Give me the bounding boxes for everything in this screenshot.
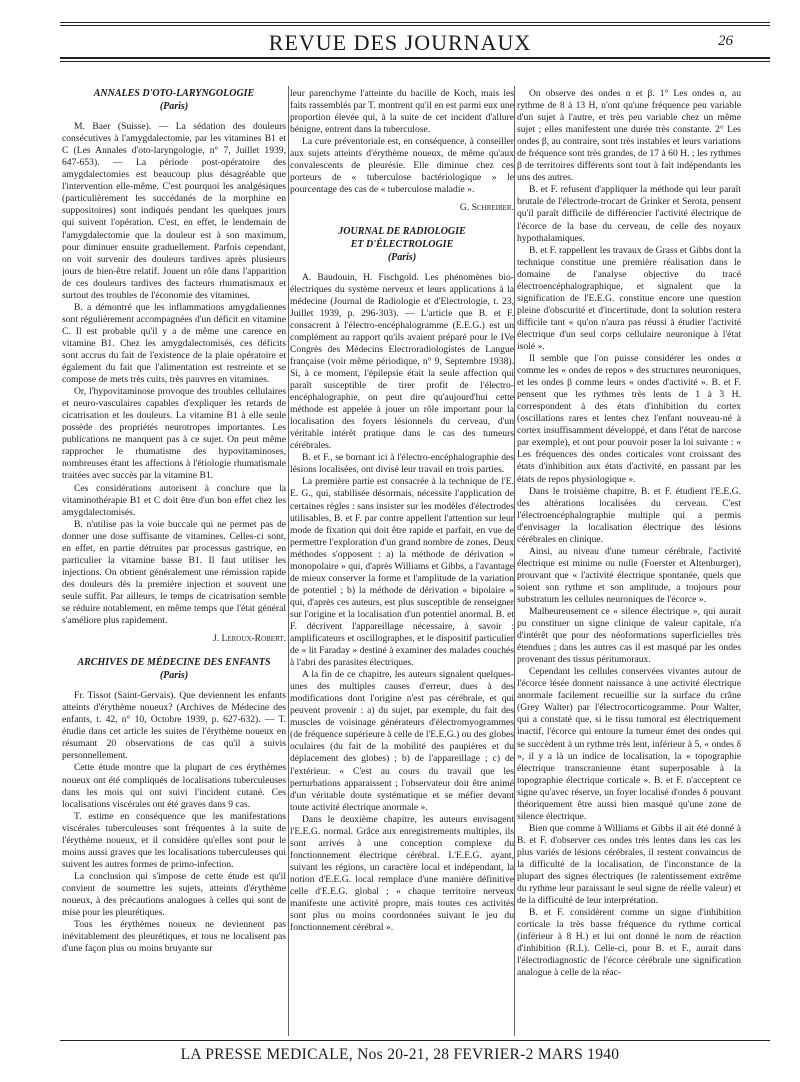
article-paragraph: B. et F. refusent d'appliquer la méthode qui leur paraît brutale de l'électrode-trocart de Grinker et Serota, pensent qu'il paraît difficile de différencier l'activité électrique de l'écorce de la base du cerveau, de celle des noyaux hypothalamiques. — [517, 184, 741, 244]
column-divider-1 — [288, 86, 289, 1036]
section-subtitle: (Paris) — [387, 251, 417, 263]
article-paragraph: Bien que comme à Williams et Gibbs il ait été donné à B. et F. d'observer ces ondes très lentes dans les cas les plus variés de lésions cérébrales, il restent convaincus de la difficulté de la localisation, de l'inconstance de la plupart des signes électriques (le ralentissement extrême du rythme leur paraissant le seul signe de réelle valeur) et de la difficulté de leur interprétation. — [517, 822, 741, 907]
page-number: 26 — [718, 33, 733, 49]
article-paragraph: T. estime en conséquence que les manifestations viscérales tuberculeuses sont fréquentes à la suite de l'érythème noueux, et il considère qu'elles sont pour le moins aussi graves que les localisations tuberculeuses qui suivent les autres formes de primo-infection. — [62, 810, 286, 870]
section-title-otolaryngologie: ANNALES D'OTO-LARYNGOLOGIE — [93, 88, 255, 99]
column-middle — [290, 88, 514, 1036]
author-signature: J. Leroux-Robert. — [212, 633, 286, 645]
article-paragraph: La cure préventoriale est, en conséquence, à conseiller aux sujets atteints d'érythème noueux, de même qu'aux convalescents de pleurésie. Elle diminue chez ces porteurs de « tuberculose bactériologique » le pourcentage des cas de « tuberculose maladie ». — [290, 136, 514, 196]
article-paragraph: Dans le deuxième chapitre, les auteurs envisagent l'E.E.G. normal. Grâce aux enregistrements multiples, ils sont arrivés à une conception complexe du fonctionnement électrique cérébral. L'E.E.G. ayant, suivant les régions, un caractère local et indépendant, la notion d'E.E.G. local remplace d'une manière définitive celle d'E.E.G. global ; « chaque territoire nerveux manifeste une activité propre, mais toutes ces activités sont plus ou moins coordonnées suivant le jeu du fonctionnement cérébral ». — [290, 813, 514, 934]
article-paragraph: B. a démontré que les inflammations amygdaliennes sont régulièrement accompagnées d'un déficit en vitamine C. Il est probable qu'il y a de même une carence en vitamine B1. Chez les amygdalectomisés, ces déficits sont accrus du fait de l'existence de la plaie opératoire et également du fait que l'alimentation est restreinte et se compose de mets très cuits, très pauvres en vitamines. — [62, 301, 286, 386]
article-paragraph: Or, l'hypovitaminose provoque des troubles cellulaires et neuro-vasculaires capables d'expliquer les retards de cicatrisation et les douleurs. La vitamine B1 à elle seule possède des propriétés neurotropes importantes. Les publications ne manquent pas à ce sujet. On peut même rapprocher le rhumatisme des hypovitaminoses, nombreuses étant les affections à l'étiologie rhumatismale traitées avec succès par la vitamine B1. — [62, 386, 286, 482]
article-paragraph: leur parenchyme l'atteinte du bacille de Koch, mais les faits rassemblés par T. montrent qu'il en est parmi eux une proportion élevée qui, à la suite de cet incident d'allure bénigne, entrent dans la tuberculose. — [290, 88, 514, 136]
section-title-medecine-enfants: ARCHIVES DE MÉDECINE DES ENFANTS — [77, 657, 271, 669]
article-paragraph: A. Baudouin, H. Fischgold. Les phénomènes bio-électriques du système nerveux et leurs applications à la médecine (Journal de Radiologie et d'Electrologie, t. 23, Juillet 1939, p. 296-303). — L'article que B. et F. consacrent à l'électro-encéphalogramme (E.E.G.) est un complément au rapport qu'ils avaient préparé pour le IVe Congrès des Médecins Electroradiologistes de Langue française (voir même périodique, n° 9, Septembre 1938). Si, à ce moment, l'épilepsie était la seule affection qui paraît susceptible de tirer profit de l'électro-encéphalographie, on peut dire qu'aujourd'hui cette méthode est appelée à jouer un rôle important pour la localisation des foyers lésionnels du cerveau, d'un véritable intérêt pratique dans le cas des tumeurs cérébrales. — [290, 271, 514, 452]
article-paragraph: Cette étude montre que la plupart de ces érythèmes noueux ont été compliqués de localisations tuberculeuses dans les mois qui ont suivi l'incident cutané. Ces localisations viscérales ont été graves dans 9 cas. — [62, 762, 286, 810]
section-title-radiologie: JOURNAL DE RADIOLOGIE — [338, 226, 466, 238]
section-subtitle: (Paris) — [159, 670, 189, 682]
article-paragraph: Ainsi, au niveau d'une tumeur cérébrale, l'activité électrique est minime ou nulle (Foerster et Altenburger), prouvant que « l'activité électrique spontanée, quels que soient son rythme et son amplitude, a toujours pour substratum les cellules neuroniques de l'écorce ». — [517, 545, 741, 605]
section-subtitle: (Paris) — [159, 101, 189, 113]
article-paragraph: Dans le troisième chapitre, B. et F. étudient l'E.E.G. des altérations localisées du cerveau. C'est l'électroencéphalographie multiple qui a permis d'envisager la localisation électrique des lésions cérébrales en clinique. — [517, 485, 741, 545]
article-paragraph: Fr. Tissot (Saint-Gervais). Que deviennent les enfants atteints d'érythème noueux? (Archives de Médecine des enfants, t. 42, n° 10, Octobre 1939, p. 627-632). — T. étudie dans cet article les suites de l'érythème noueux en résumant 20 observations de cas qu'il a suivis personnellement. — [62, 690, 286, 762]
article-paragraph: Cependant les cellules conservées vivantes autour de l'écorce lésée donnent naissance à une activité électrique anormale facilement recueillie sur la surface du crâne (Grey Walter) par l'électrocorticogramme. Pour Walter, qui a constaté que, si le tissu tumoral est électriquement inactif, l'écorce qui entoure la tumeur émet des ondes qui se succèdent à un rythme très lent, inférieur à 5, « ondes δ », il y a là un indice de localisation, la « topographie électrique transcranienne étant superposable à la topographie électrique corticale ». B. et F. n'acceptent ce signe qu'avec réserve, un foyer localisé d'ondes δ pouvant théoriquement être aussi bien masqué qu'une zone de silence électrique. — [517, 666, 741, 822]
article-paragraph: A la fin de ce chapitre, les auteurs signalent quelques-unes des multiples causes d'erreur, dues à des modifications dont l'origine n'est pas cérébrale, et qui peuvent provenir : a) du sujet, par exemple, du fait des muscles de voisinage générateurs d'électromyogrammes (de fréquence supérieure à celle de l'E.E.G.) ou des globes oculaires (du fait de la mobilité des paupières et du déplacement des globes) ; b) de l'appareillage ; c) de l'extérieur. « C'est au cours du travail que les perturbations apparaissent ; l'observateur doit être animé d'un véritable doute systématique et se méfier devant toute activité électrique anormale ». — [290, 669, 514, 813]
article-paragraph: On observe des ondes α et β. 1° Les ondes α, au rythme de 8 à 13 H, n'ont qu'une fréquence peu variable d'un sujet à l'autre, et très peu variable chez un même sujet ; elles manifestent une durée très constante. 2° Les ondes β, au contraire, sont très instables et leurs variations de fréquence sont très grandes, de 17 à 60 H. ; les rythmes β de territoires différents sont tout à fait indépendants les uns des autres. — [517, 88, 741, 184]
article-paragraph: Ces considérations autorisent à conclure que la vitaminothérapie B1 et C doit être d'un bon effet chez les amygdalectomisés. — [62, 482, 286, 518]
header-bottom-rule — [60, 57, 770, 59]
header-bottom-rule-thin — [60, 61, 770, 62]
article-paragraph: B. et F. rappellent les travaux de Grass et Gibbs dont la technique constitue une première réalisation dans le domaine de l'analyse objective du tracé électroencéphalographique, et signalent que la signification de l'E.E.G. constitue encore une question pleine d'obscurité et d'incertitude, dont la solution restera difficile tant « qu'on n'aura pas réussi à étudier l'activité électrique d'un seul corps cellulaire neuronique à l'état isolé ». — [517, 244, 741, 352]
column-divider-2 — [514, 86, 515, 1036]
journal-section-title: REVUE DES JOURNAUX — [268, 30, 532, 55]
article-paragraph: La première partie est consacrée à la technique de l'E. E. G., qui, stabilisée désormais, nécessite l'application de certaines règles : sans insister sur les modèles d'électrodes utilisables, B. et F. par contre appellent l'attention sur leur mode de fixation qui doit être rapide et parfait, en vue de permettre l'exploration d'un grand nombre de zones. Deux méthodes s'opposent : a) la méthode de dérivation « monopolaire » qui, d'après Williams et Gibbs, a l'avantage de mieux conserver la forme et l'amplitude de la variation de potentiel ; b) la méthode de dérivation « bipolaire » qui, d'après ces auteurs, est plus susceptible de renseigner sur l'origine et la localisation d'un potentiel anormal. B. et F. décrivent l'appareillage nécessaire, à savoir : amplificateurs et oscillographes, et le dispositif particulier de « lit Faraday » destiné à examiner des malades couchés à l'abri des parasites électriques. — [290, 476, 514, 669]
article-paragraph: M. Baer (Suisse). — La sédation des douleurs consécutives à l'amygdalectomie, par les vitamines B1 et C (Les Annales d'oto-laryngologie, n° 7, Juillet 1939, 647-653). — La période post-opératoire des amygdalectomies est beaucoup plus désagréable que l'intervention elle-même. C'est pourquoi les analgésiques (particulièrement les succédanés de la morphine en suppositoires) sont indiqués pendant les quelques jours qui suivent l'opération. C'est, en effet, le lendemain de l'amygdalectomie que la douleur est à son maximum, pour diminuer ensuite graduellement. Parfois cependant, on voit survenir des douleurs tardives après plusieurs jours de bien-être relatif. Jouent un rôle dans l'apparition de ces douleurs tardives des facteurs rhumatismaux et surtout des troubles de l'économie des vitamines. — [62, 121, 286, 301]
footer-rule — [60, 1040, 770, 1041]
article-paragraph: Malheureusement ce « silence électrique », qui aurait pu constituer un signe clinique de valeur capitale, n'a d'intérêt que pour des néoformations superficielles très étendues ; dans les autres cas il est masqué par les ondes provenant des tissus péritumoraux. — [517, 606, 741, 666]
header-top-rule-thin — [60, 25, 770, 26]
article-paragraph: Il semble que l'on puisse considérer les ondes α comme les « ondes de repos » des structures neuroniques, et les ondes β comme leurs « ondes d'activité ». B. et F. pensent que les rythmes très lents de 1 à 3 H. correspondent à des états d'inhibition du cortex (oscillations rares et lentes chez l'enfant nouveau-né à cortex insuffisamment développé, et dans l'état de narcose par exemple), et ont pour pouvoir poser la loi suivante : « Les fréquences des ondes corticales vont croissant des états d'inhibition aux états d'activité, en passant par les états de repos physiologique ». — [517, 353, 741, 485]
article-paragraph: B. n'utilise pas la voie buccale qui ne permet pas de donner une dose suffisante de vitamines. Celles-ci sont, en effet, en partie détruites par processus gastrique, en particulier la vitamine basse B1. Il faut utiliser les injections. On obtient généralement une rémission rapide des douleurs dès la première injection et souvent une seule suffit. Par ailleurs, le temps de cicatrisation semble se réduire notablement, en même temps que l'état général s'améliore plus rapidement. — [62, 518, 286, 627]
article-paragraph: Tous les érythèmes noueux ne deviennent pas inévitablement des pleurétiques, et tous ne localisent pas d'une façon plus ou moins bruyante sur — [62, 919, 286, 955]
column-right — [517, 88, 741, 1036]
footer-publication-line: LA PRESSE MEDICALE, Nos 20-21, 28 FEVRIER-2 MARS 1940 — [180, 1046, 620, 1063]
author-signature: G. Schreiber. — [459, 202, 514, 214]
article-paragraph: B. et F., se bornant ici à l'électro-encéphalographie des lésions localisées, ont divisé leur travail en trois parties. — [290, 452, 514, 476]
article-paragraph: La conclusion qui s'impose de cette étude est qu'il convient de soumettre les sujets, atteints d'érythème noueux, à des précautions analogues à celles qui sont de mise pour les pleurétiques. — [62, 870, 286, 919]
article-paragraph: B. et F. considèrent comme un signe d'inhibition corticale la très basse fréquence du rythme cortical (inférieur à 8 H.) et lui ont donné le nom de réaction d'inhibition (R.I.). Celle-ci, pour B. et F., aurait dans l'électrodiagnostic de l'écorce cérébrale une signification analogue à celle de la réac- — [517, 907, 741, 979]
header-top-rule — [60, 22, 770, 23]
section-title-electrologie: ET D'ÉLECTROLOGIE — [350, 238, 454, 250]
column-left — [62, 88, 286, 1036]
